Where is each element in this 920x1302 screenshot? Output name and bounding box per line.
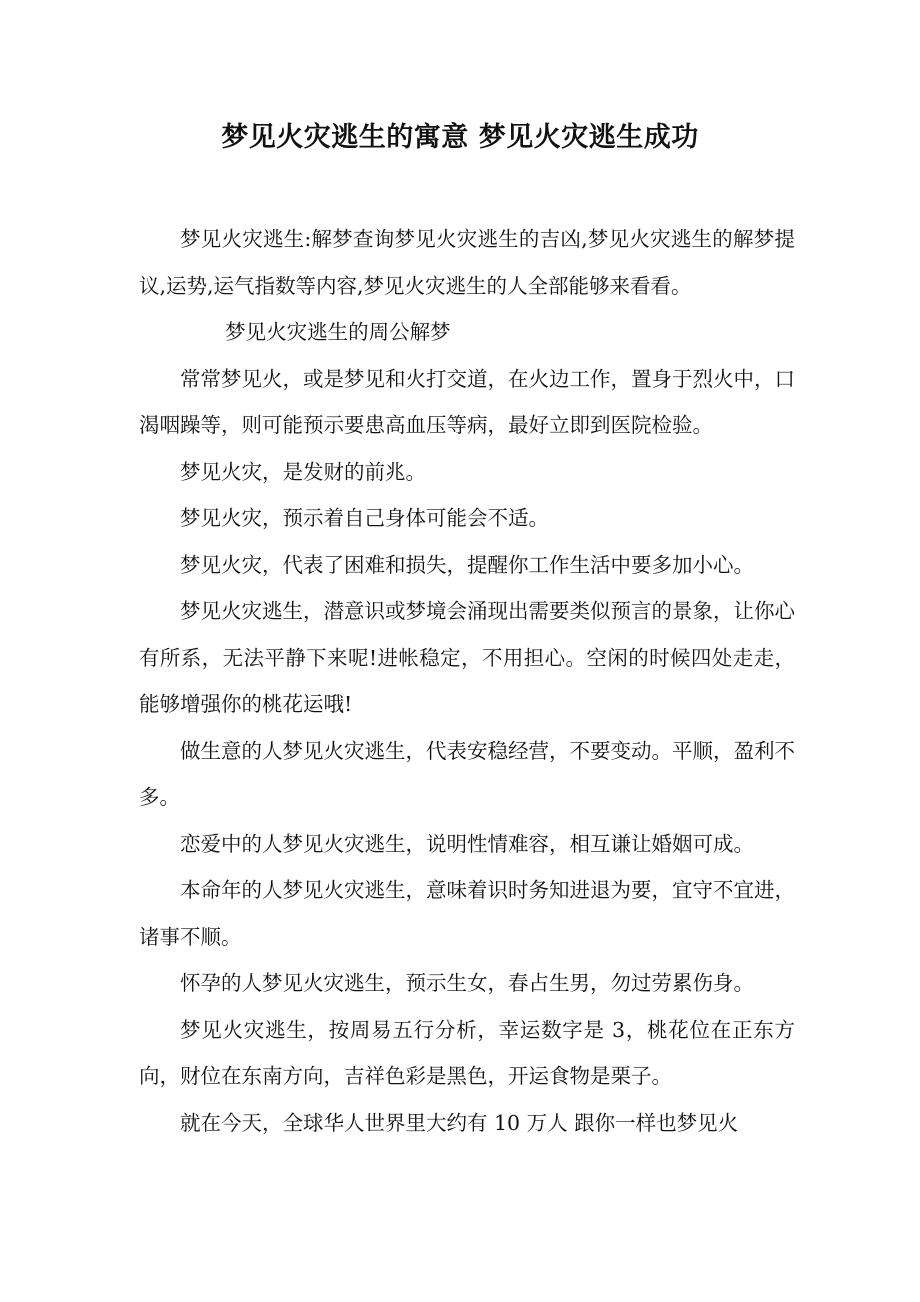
section-heading: 梦见火灾逃生的周公解梦: [225, 320, 451, 344]
paragraph: 梦见火灾逃生，潜意识或梦境会涌现出需要类似预言的景象，让你心有所系，无法平静下来呢!进帐稳定，不用担心。空闲的时候四处走走，能够增强你的桃花运哦!: [139, 599, 795, 716]
document-body: [139, 216, 795, 1146]
document-title: 梦见火灾逃生的寓意 梦见火灾逃生成功: [221, 122, 699, 153]
paragraph: 做生意的人梦见火灾逃生，代表安稳经营，不要变动。平顺，盈利不多。: [139, 738, 795, 809]
paragraph-intro: 梦见火灾逃生:解梦查询梦见火灾逃生的吉凶,梦见火灾逃生的解梦提议,运势,运气指数等内容,梦见火灾逃生的人全部能够来看看。: [139, 227, 795, 298]
paragraph: 梦见火灾逃生，按周易五行分析，幸运数字是 3，桃花位在正东方向，财位在东南方向，吉祥色彩是黑色，开运食物是栗子。: [139, 1017, 795, 1088]
paragraph: 梦见火灾，预示着自己身体可能会不适。: [180, 506, 549, 530]
paragraph: 怀孕的人梦见火灾逃生，预示生女，春占生男，勿过劳累伤身。: [180, 971, 754, 995]
paragraph: 梦见火灾，是发财的前兆。: [180, 459, 426, 484]
paragraph: 就在今天，全球华人世界里大约有 10 万人 跟你一样也梦见火: [180, 1110, 739, 1135]
paragraph: 梦见火灾，代表了困难和损失，提醒你工作生活中要多加小心。: [180, 552, 754, 577]
paragraph: 本命年的人梦见火灾逃生，意味着识时务知进退为要，宜守不宜进，诸事不顺。: [139, 878, 795, 949]
paragraph: 恋爱中的人梦见火灾逃生，说明性情难容，相互谦让婚姻可成。: [180, 831, 754, 856]
paragraph: 常常梦见火，或是梦见和火打交道，在火边工作，置身于烈火中，口渴咽躁等，则可能预示要患高血压等病，最好立即到医院检验。: [139, 366, 795, 437]
